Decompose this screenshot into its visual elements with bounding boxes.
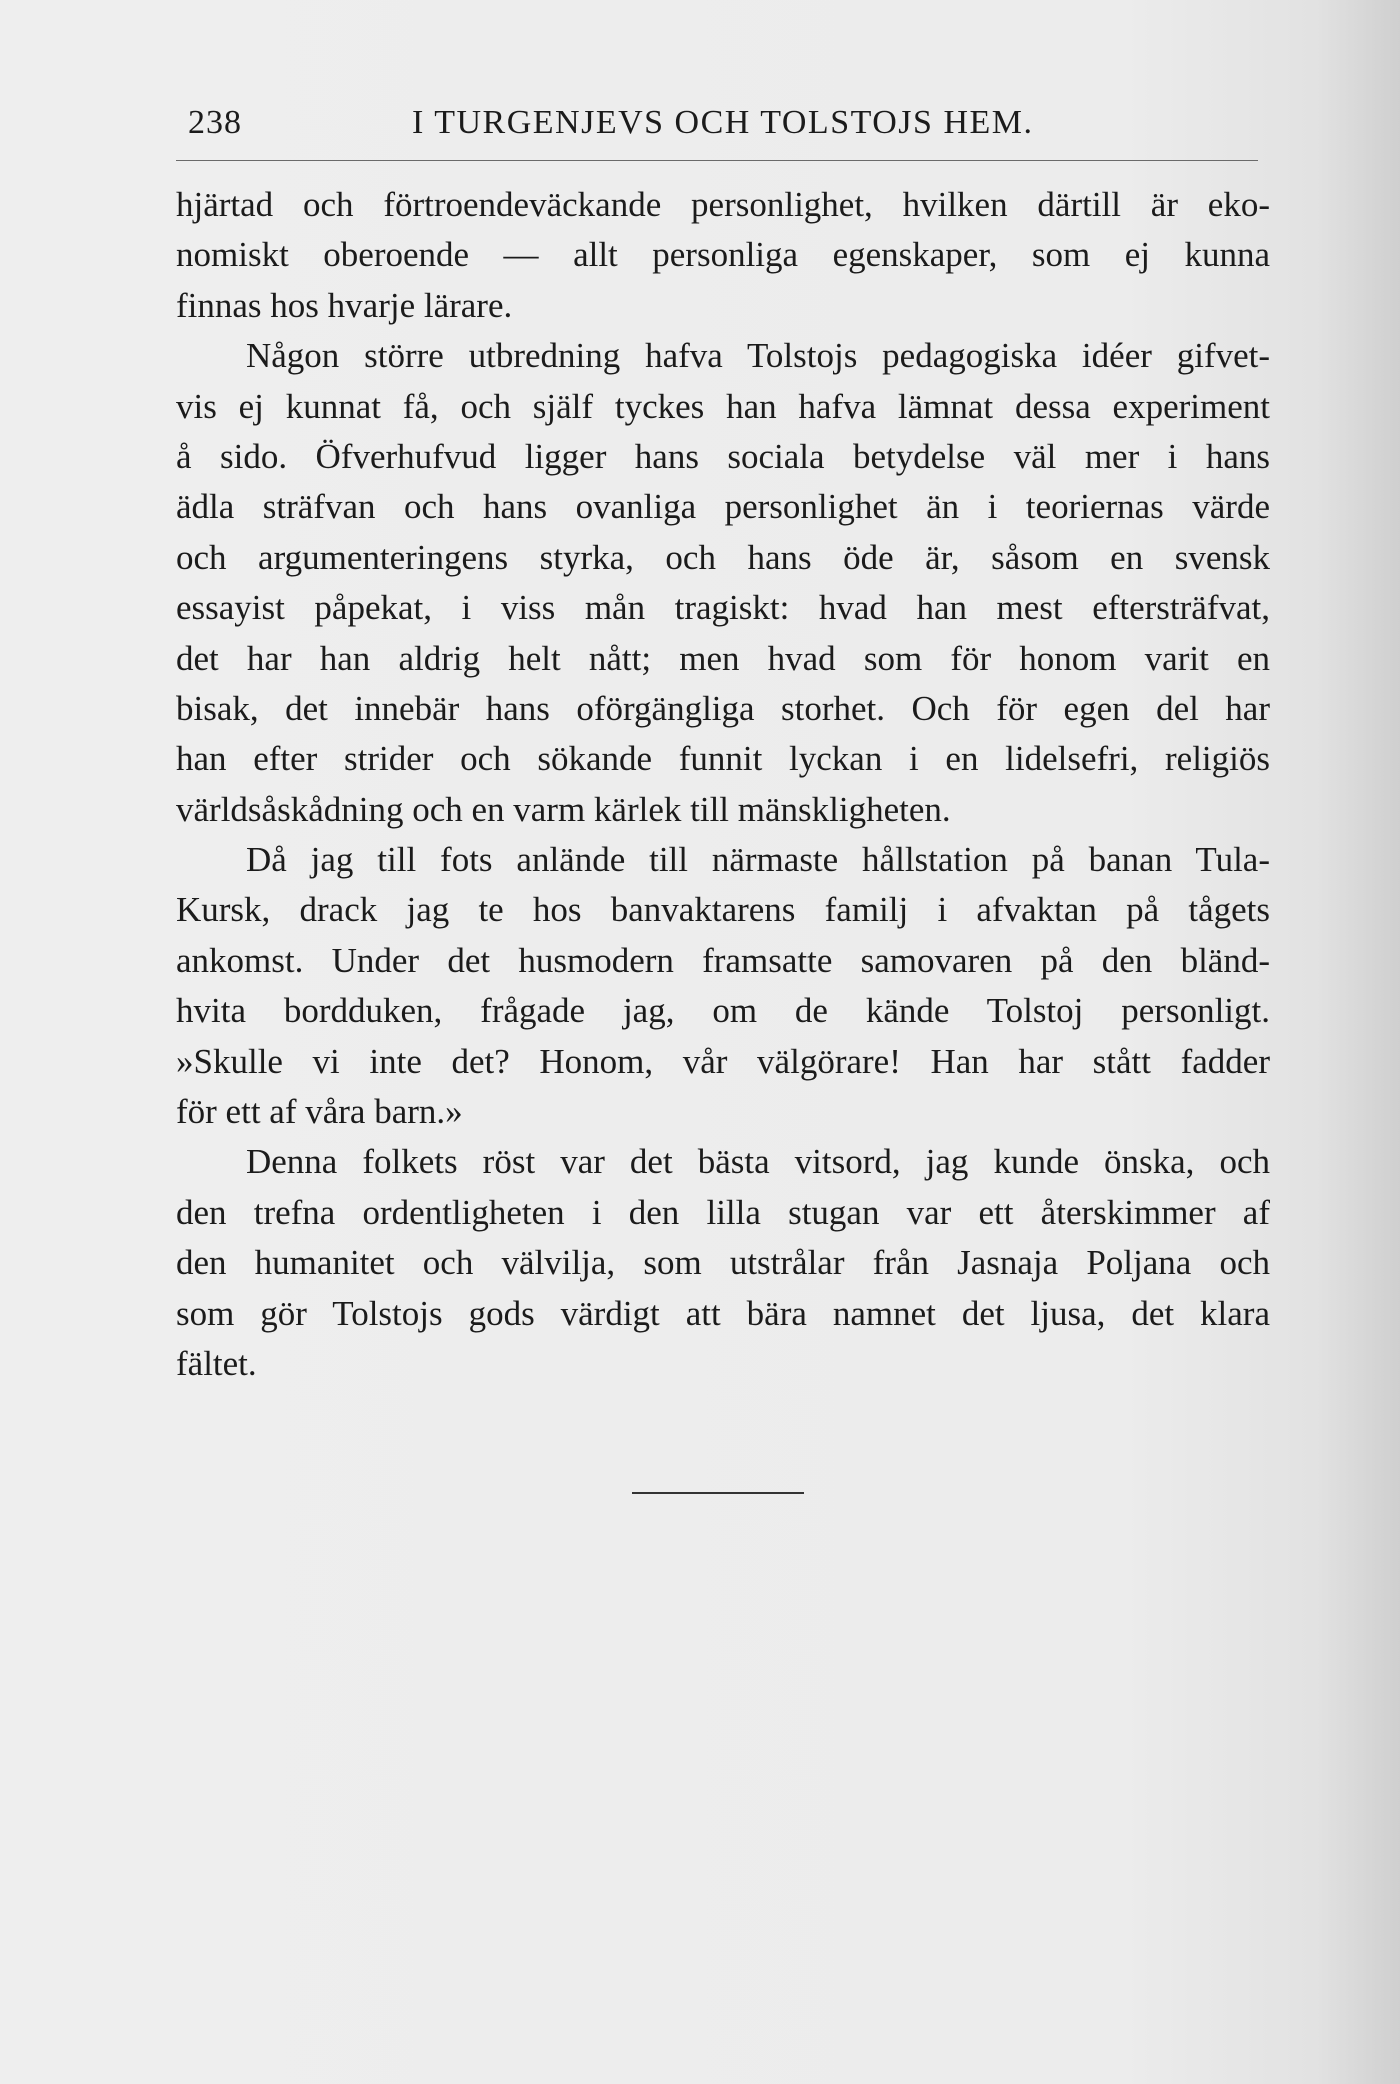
text-line: Då jag till fots anlände till närmaste hållstation på banan Tula- bbox=[246, 840, 1270, 880]
text-line: finnas hos hvarje lärare. bbox=[176, 285, 513, 325]
text-line: å sido. Öfverhufvud ligger hans sociala betydelse väl mer i hans bbox=[176, 436, 1270, 476]
text-line: nomiskt oberoende — allt personliga egenskaper, som ej kunna bbox=[176, 235, 1270, 275]
text-line: och argumenteringens styrka, och hans öde är, såsom en svensk bbox=[176, 537, 1270, 577]
text-line: fältet. bbox=[176, 1343, 257, 1383]
text-line: världsåskådning och en varm kärlek till mänskligheten. bbox=[176, 789, 951, 829]
text-line: som gör Tolstojs gods värdigt att bära namnet det ljusa, det klara bbox=[176, 1293, 1270, 1333]
section-end-rule bbox=[632, 1492, 804, 1494]
running-title: I TURGENJEVS OCH TOLSTOJS HEM. bbox=[412, 104, 1034, 141]
page-number: 238 bbox=[188, 104, 242, 141]
text-line: det har han aldrig helt nått; men hvad som för honom varit en bbox=[176, 638, 1270, 678]
text-line: han efter strider och sökande funnit lyckan i en lidelsefri, religiös bbox=[176, 739, 1270, 779]
body-text bbox=[176, 180, 1270, 1389]
text-line: Denna folkets röst var det bästa vitsord, jag kunde önska, och bbox=[246, 1142, 1270, 1182]
text-line: ädla sträfvan och hans ovanliga personlighet än i teoriernas värde bbox=[176, 487, 1270, 527]
text-line: hvita bordduken, frågade jag, om de kände Tolstoj personligt. bbox=[176, 991, 1270, 1031]
text-line: Kursk, drack jag te hos banvaktarens familj i afvaktan på tågets bbox=[176, 890, 1270, 930]
text-line: den humanitet och välvilja, som utstrålar från Jasnaja Poljana och bbox=[176, 1243, 1270, 1283]
page-header bbox=[176, 104, 1258, 154]
header-rule bbox=[176, 160, 1258, 161]
text-line: Någon större utbredning hafva Tolstojs pedagogiska idéer gifvet- bbox=[246, 336, 1270, 376]
text-line: essayist påpekat, i viss mån tragiskt: hvad han mest eftersträfvat, bbox=[176, 588, 1270, 628]
text-line: ankomst. Under det husmodern framsatte samovaren på den bländ- bbox=[176, 940, 1270, 980]
text-line: bisak, det innebär hans oförgängliga storhet. Och för egen del har bbox=[176, 688, 1270, 728]
text-line: för ett af våra barn.» bbox=[176, 1092, 463, 1132]
text-line: hjärtad och förtroendeväckande personlighet, hvilken därtill är eko- bbox=[176, 185, 1270, 224]
text-line: den trefna ordentligheten i den lilla stugan var ett återskimmer af bbox=[176, 1192, 1270, 1232]
text-line: »Skulle vi inte det? Honom, vår välgörare! Han har stått fadder bbox=[176, 1041, 1270, 1081]
text-line: vis ej kunnat få, och själf tyckes han hafva lämnat dessa experiment bbox=[176, 386, 1270, 426]
